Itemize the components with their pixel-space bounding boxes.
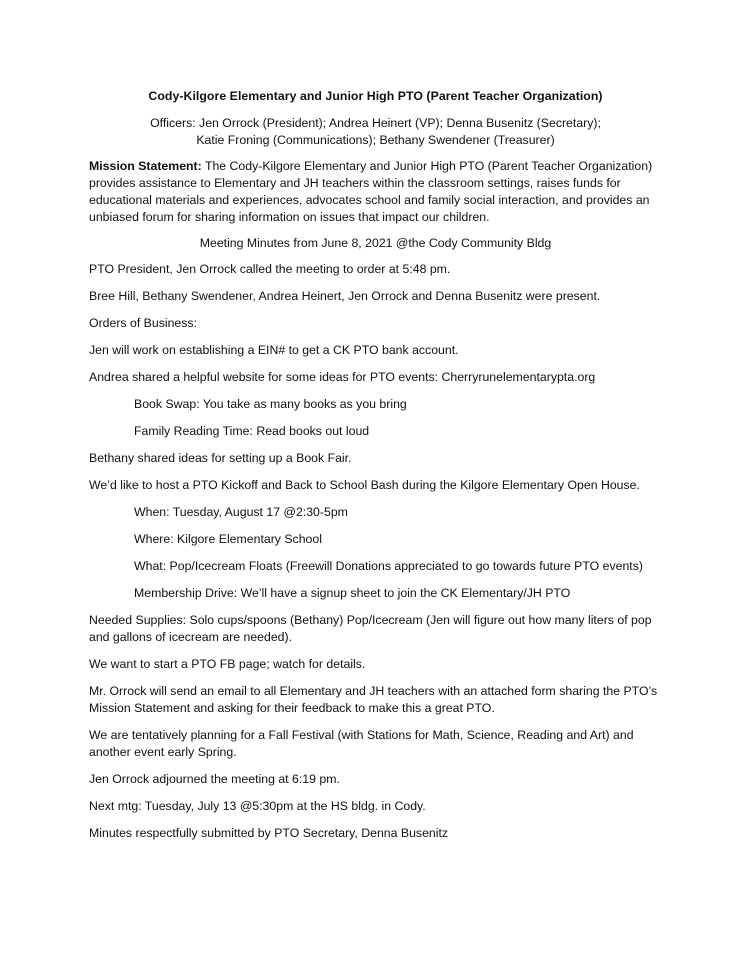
submission-note: Minutes respectfully submitted by PTO Secretary, Denna Busenitz — [89, 826, 449, 840]
minutes-subitem: Membership Drive: We’ll have a signup sheet to join the CK Elementary/JH PTO — [134, 586, 571, 600]
minutes-item: We want to start a PTO FB page; watch for details. — [89, 657, 366, 671]
attendance: Bree Hill, Bethany Swendener, Andrea Heinert, Jen Orrock and Denna Busenitz were present. — [89, 289, 601, 303]
document-title: Cody-Kilgore Elementary and Junior High PTO (Parent Teacher Organization) — [148, 89, 603, 103]
minutes-item: Jen will work on establishing a EIN# to get a CK PTO bank account. — [89, 343, 459, 357]
minutes-subitem: What: Pop/Icecream Floats (Freewill Donations appreciated to go towards future PTO events) — [134, 559, 643, 573]
officers-line: Officers: Jen Orrock (President); Andrea Heinert (VP); Denna Busenitz (Secretary); — [150, 116, 601, 130]
officers-line: Katie Froning (Communications); Bethany Swendener (Treasurer) — [196, 133, 555, 147]
next-meeting: Next mtg: Tuesday, July 13 @5:30pm at the HS bldg. in Cody. — [89, 799, 426, 813]
mission-text: The Cody-Kilgore Elementary and Junior High PTO (Parent Teacher Organization) provides assistance to Elementary and JH teachers within the classroom settings, raises funds for educational materials and experiences, advocates school and family social interaction, and provides an unbiased forum for sharing information on issues that impact our children. — [89, 159, 653, 224]
minutes-subitem: Family Reading Time: Read books out loud — [134, 424, 370, 438]
minutes-subitem: When: Tuesday, August 17 @2:30-5pm — [134, 505, 348, 519]
adjournment: Jen Orrock adjourned the meeting at 6:19 pm. — [89, 772, 340, 786]
minutes-subitem: Book Swap: You take as many books as you bring — [134, 397, 407, 411]
orders-of-business-heading: Orders of Business: — [89, 316, 197, 330]
minutes-item: Bethany shared ideas for setting up a Book Fair. — [89, 451, 352, 465]
call-to-order: PTO President, Jen Orrock called the meeting to order at 5:48 pm. — [89, 262, 451, 276]
minutes-subitem: Where: Kilgore Elementary School — [134, 532, 322, 546]
minutes-item: We’d like to host a PTO Kickoff and Back to School Bash during the Kilgore Elementary Open House. — [89, 478, 640, 492]
mission-statement — [89, 158, 662, 226]
minutes-item: Andrea shared a helpful website for some ideas for PTO events: Cherryrunelementarypta.org — [89, 370, 596, 384]
minutes-item: We are tentatively planning for a Fall Festival (with Stations for Math, Science, Reading and Art) and another event early Spring. — [89, 728, 634, 759]
minutes-item: Mr. Orrock will send an email to all Elementary and JH teachers with an attached form sharing the PTO’s Mission Statement and asking for their feedback to make this a great PTO. — [89, 684, 658, 715]
minutes-item: Needed Supplies: Solo cups/spoons (Bethany) Pop/Icecream (Jen will figure out how many liters of pop and gallons of icecream are needed). — [89, 613, 652, 644]
meeting-date-heading: Meeting Minutes from June 8, 2021 @the Cody Community Bldg — [199, 236, 552, 250]
mission-label: Mission Statement: — [89, 159, 202, 173]
officers-block — [89, 115, 662, 149]
